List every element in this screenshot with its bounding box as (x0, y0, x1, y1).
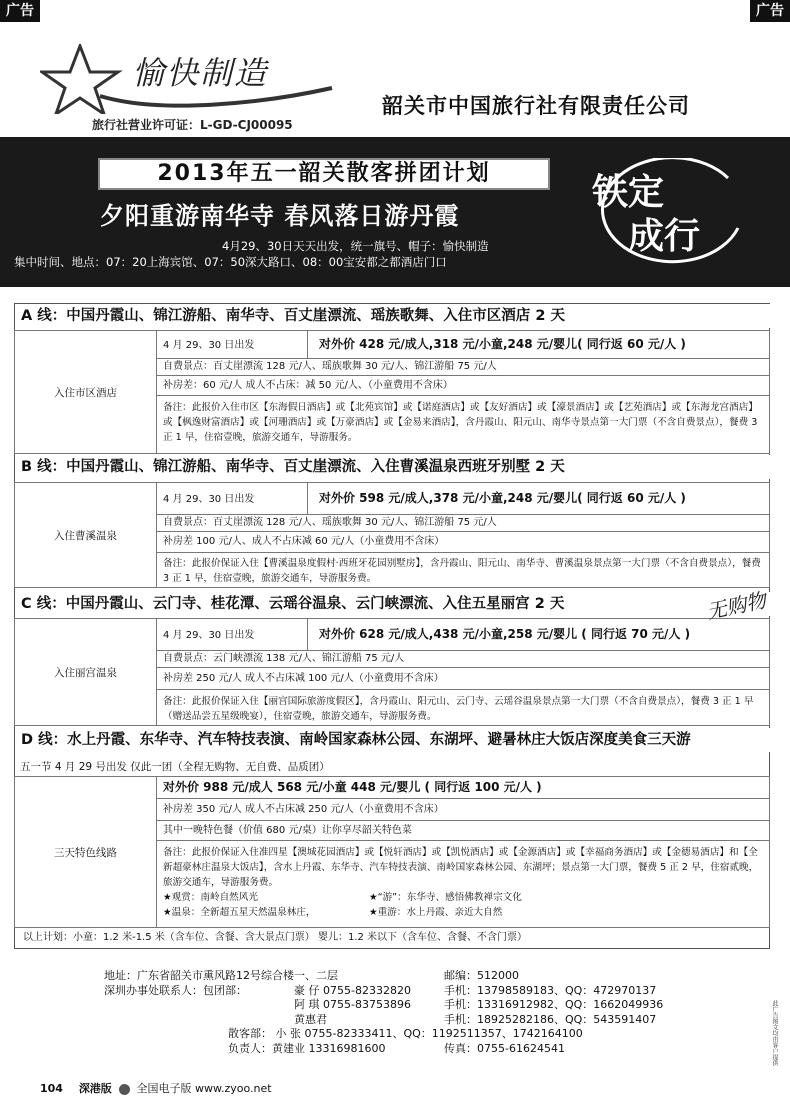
route-a-price: 对外价 428 元/成人,318 元/小童,248 元/婴儿( 同行返 60 元/人 ) (319, 337, 686, 351)
route-c-title: C 线：中国丹霞山、云门寺、桂花潭、云瑶谷温泉、云门峡漂流、入住五星丽宫 2 天 (15, 592, 771, 616)
route-c-date: 4 月 29、30 日出发 (163, 630, 255, 641)
route-b-price: 对外价 598 元/成人,378 元/小童,248 元/婴儿( 同行返 60 元/人 ) (319, 491, 686, 505)
edition: 深港版 (78, 1082, 112, 1095)
route-a-date: 4 月 29、30 日出发 (163, 340, 255, 351)
route-c-price-row (157, 619, 769, 651)
age-footnote: 以上计划：小童：1.2 米-1.5 米（含车位、含餐、含大景点门票） 婴儿：1.2 米以下（含车位、含餐、不含门票） (23, 932, 528, 943)
route-b-supplement: 补房差 100 元/人、成人不占床减 60 元/人（小童费用不含床） (157, 532, 769, 553)
route-b-hotel: 入住曹溪温泉 (15, 483, 157, 587)
route-c-own-expense: 自费景点：云门峡漂流 138 元/人、锦江游船 75 元/人 (157, 651, 769, 668)
website: 全国电子版 www.zyoo.net (136, 1082, 272, 1095)
route-b-title: B 线：中国丹霞山、锦江游船、南华寺、百丈崖漂流、入住曹溪温泉西班牙别墅 2 天 (15, 455, 771, 479)
address: 地址：广东省韶关市熏风路12号综合楼一、二层 (104, 969, 338, 982)
route-c-box (14, 618, 770, 726)
ad-label-left: 广告 (0, 0, 40, 22)
side-disclaimer: 此广告图文均由客户提供 (771, 1000, 778, 1066)
contact-2-mobile: 手机：13316912982、QQ：1662049936 (444, 998, 664, 1011)
departure-info: 4月29、30日天天出发，统一旗号、帽子：愉快制造 (222, 239, 489, 253)
route-d-highlight-3: ★温泉：全新超五星天然温泉林庄， (163, 907, 316, 918)
route-d-meal: 其中一晚特色餐（价值 680 元/桌）让你享尽韶关特色菜 (157, 821, 769, 841)
contact-1-mobile: 手机：13798589183、QQ：472970137 (444, 983, 657, 997)
route-a-title: A 线：中国丹霞山、锦江游船、南华寺、百丈崖漂流、瑶族歌舞、入住市区酒店 2 天 (15, 304, 771, 328)
guaranteed-badge (578, 158, 748, 276)
retail-department: 散客部： 小 张 0755-82333411、QQ：1192511357、1742164100 (228, 1027, 583, 1040)
route-d-hotel: 三天特色线路 (15, 777, 157, 927)
license-number: 旅行社营业许可证：L-GD-CJ00095 (92, 118, 293, 132)
routes-table (14, 303, 770, 949)
page-number: 104 (40, 1082, 63, 1095)
contact-3-mobile: 手机：18925282186、QQ：543591407 (444, 1012, 657, 1026)
ad-label-right: 广告 (750, 0, 790, 22)
route-d-highlight-4: ★重游：水上丹霞、亲近大自然 (369, 907, 503, 918)
logo-text: 愉快制造 (132, 54, 269, 92)
route-a-hotel: 入住市区酒店 (15, 331, 157, 453)
route-d-supplement: 补房差 350 元/人 成人不占床减 250 元/人（小童费用不含床） (157, 799, 769, 821)
route-d-title: D 线：水上丹霞、东华寺、汽车特技表演、南岭国家森林公园、东湖坪、避暑林庄大饭店深度美食三天游 (15, 728, 771, 752)
route-d-price: 对外价 988 元/成人 568 元/小童 448 元/婴儿 ( 同行返 100 元/人 ) (163, 780, 542, 794)
route-a-note: 备注：此报价入住市区【东海假日酒店】或【北苑宾馆】或【诺庭酒店】或【友好酒店】或【濠景酒店】或【艺苑酒店】或【东海龙宫酒店】或【枫逸财富酒店】或【河珊酒店】或【万豪酒店】或【金易来酒店】，含丹霞山、阳元山、南华寺景点第一大门票（不含自费景点），餐费 3 正 1 早，住宿壹晚，旅游交通车，导游服务。 (163, 402, 758, 443)
contact-1-phone: 豪 仔 0755-82332820 (294, 983, 411, 997)
route-a-own-expense: 自费景点：百丈崖漂流 128 元/人、瑶族歌舞 30 元/人、锦江游船 75 元/人 (157, 359, 769, 376)
route-d-box (14, 776, 770, 928)
route-d-note: 备注：此报价保证入住准四星【澳城花园酒店】或【悦轩酒店】或【凯悦酒店】或【金源酒店】或【幸福商务酒店】或【金德易酒店】和【全新超豪林庄温泉大饭店】，含水上丹霞、东华寺、汽车特技表演、南岭国家森林公园、东湖坪；景点第一大门票，餐费 5 正 2 早，住宿贰晚，旅游交通车，导游服务费。 (163, 847, 759, 888)
no-shopping-stamp: 无购物 (704, 587, 769, 624)
meeting-info: 集中时间、地点：07：20上海宾馆、07：50深大路口、08：00宝安都之都酒店门口 (14, 255, 447, 269)
manager: 负责人：黄建业 13316981600 (228, 1041, 386, 1055)
sz-office-label: 深圳办事处联系人：包团部： (104, 983, 247, 997)
route-b-note: 备注：此报价保证入住【曹溪温泉度假村·西班牙花园别墅房】，含丹霞山、阳元山、南华寺、曹溪温泉景点第一大门票（不含自费景点），餐费 3 正 1 早，住宿壹晚，旅游交通车，导游服务费。 (163, 558, 761, 584)
route-a-price-row (157, 331, 769, 359)
route-b-price-row (157, 483, 769, 515)
route-d-price-row (157, 777, 769, 799)
publisher-logo-icon (119, 1084, 130, 1095)
badge-line1: 铁定 (592, 171, 665, 213)
route-a-supplement: 补房差：60 元/人 成人不占床：减 50 元/人、（小童费用不含床） (157, 376, 769, 396)
route-c-supplement: 补房差 250 元/人 成人不占床减 100 元/人（小童费用不含床） (157, 668, 769, 690)
route-d-note-block (157, 845, 769, 928)
badge-line2: 成行 (628, 215, 701, 257)
postcode: 邮编：512000 (444, 969, 519, 982)
route-d-highlight-1: ★观赏：南岭自然风光 (163, 892, 258, 903)
route-a-box (14, 330, 770, 454)
route-c-hotel: 入住丽宫温泉 (15, 619, 157, 725)
fax: 传真：0755-61624541 (444, 1041, 565, 1055)
page-footer (40, 1080, 272, 1096)
route-b-box (14, 482, 770, 588)
route-c-price: 对外价 628 元/成人,438 元/小童,258 元/婴儿 ( 同行返 70 元/人 ) (319, 627, 691, 641)
plan-title: 2013年五一韶关散客拼团计划 (98, 158, 550, 190)
route-b-own-expense: 自费景点：百丈崖漂流 128 元/人、瑶族歌舞 30 元/人、锦江游船 75 元/人 (157, 515, 769, 532)
route-d-departure: 五一节 4 月 29 号出发 仅此一团（全程无购物、无自费、品质团） (20, 761, 330, 773)
contact-2-phone: 阿 琪 0755-83753896 (294, 998, 411, 1011)
route-b-date: 4 月 29、30 日出发 (163, 494, 255, 505)
route-c-note: 备注：此报价保证入住【丽宫国际旅游度假区】，含丹霞山、阳元山、云门寺、云瑶谷温泉景点第一大门票（不含自费景点），餐费 3 正 1 早（赠送品尝五星级晚宴），住宿壹晚，旅游交通车，导游服务费。 (163, 696, 754, 722)
company-name: 韶关市中国旅行社有限责任公司 (382, 94, 690, 118)
route-d-highlight-2: ★“游”：东华寺、感悟佛教禅宗文化 (369, 892, 522, 903)
banner-subtitle: 夕阳重游南华寺 春风落日游丹霞 (100, 202, 460, 230)
contact-3-name: 黄惠君 (294, 1012, 327, 1026)
